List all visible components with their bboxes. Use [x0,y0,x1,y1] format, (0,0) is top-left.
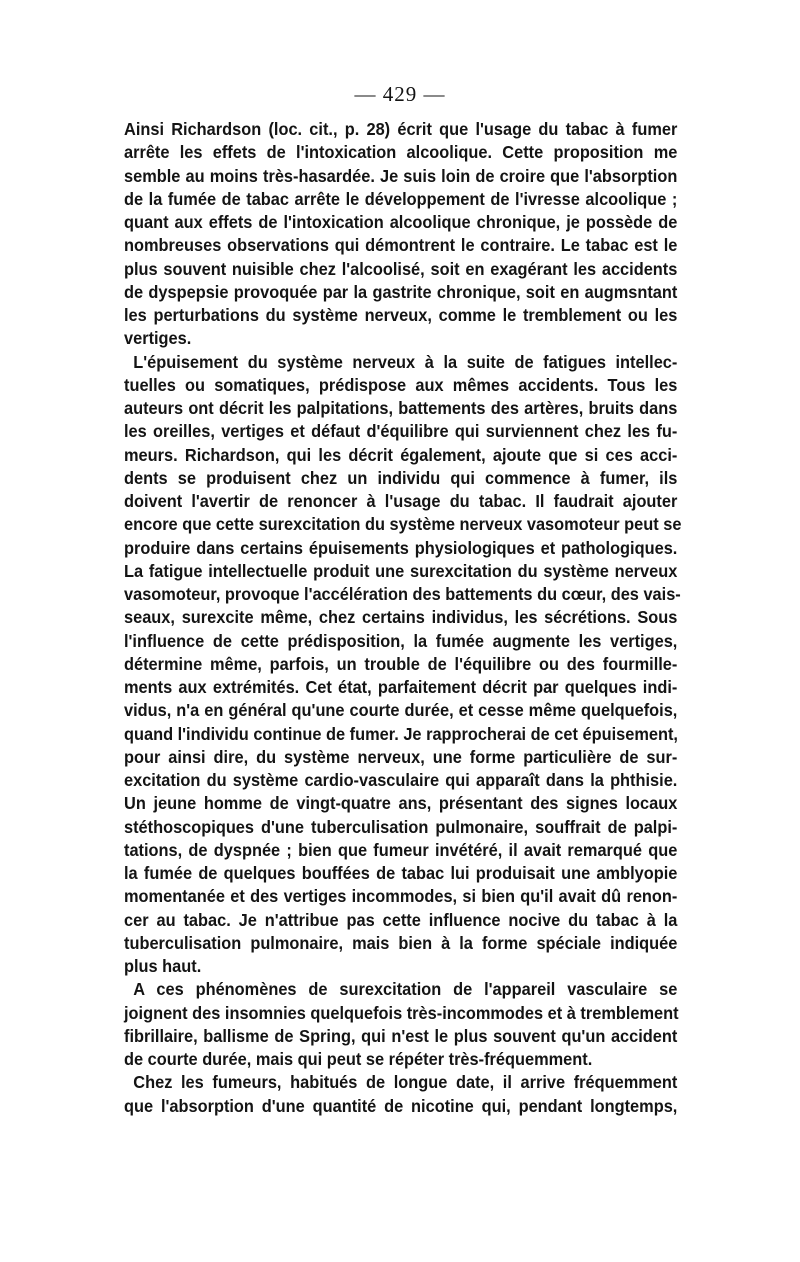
text-line: pour ainsi dire, du système nerveux, une forme particulière de sur- [124,746,678,767]
text-line: détermine même, parfois, un trouble de l'équilibre ou des fourmille- [124,653,678,674]
text-line: cer au tabac. Je n'attribue pas cette influence nocive du tabac à la [124,909,678,930]
text-line: plus haut. [124,956,202,976]
text-line: nombreuses observations qui démontrent le contraire. Le tabac est le [124,235,678,256]
text-line: seaux, surexcite même, chez certains individus, les sécrétions. Sous [124,607,678,628]
text-line: momentanée et des vertiges incommodes, si bien qu'il avait dû renon- [124,886,678,907]
text-line: meurs. Richardson, qui les décrit également, ajoute que si ces acci- [124,444,678,465]
text-line: de courte durée, mais qui peut se répéter très-fréquemment. [124,1049,593,1069]
paragraph-1 [124,118,677,351]
text-line: arrête les effets de l'intoxication alcoolique. Cette proposition me [124,142,678,163]
text-line: Chez les fumeurs, habitués de longue date, il arrive fréquemment [133,1072,678,1093]
text-line: dents se produisent chez un individu qui commence à fumer, ils [124,467,678,488]
text-line: tations, de dyspnée ; bien que fumeur invétéré, il avait remarqué que [124,839,678,860]
paragraph-2 [124,351,682,979]
text-line: que l'absorption d'une quantité de nicotine qui, pendant longtemps, [124,1095,678,1116]
body-text [124,118,682,1118]
text-line: ments aux extrémités. Cet état, parfaitement décrit par quelques indi- [124,677,678,697]
text-line: tuberculisation pulmonaire, mais bien à la forme spéciale indiquée [124,932,678,953]
text-line: de la fumée de tabac arrête le développement de l'ivresse alcoolique ; [124,188,678,209]
text-line: plus souvent nuisible chez l'alcoolisé, soit en exagérant les accidents [124,258,678,279]
text-line: de dyspepsie provoquée par la gastrite chronique, soit en augmsntant [124,281,678,302]
text-line: excitation du système cardio-vasculaire qui apparaît dans la phthisie. [124,770,678,790]
text-line: vasomoteur, provoque l'accélération des battements du cœur, des vais- [124,584,681,604]
paragraph-4 [124,1071,677,1118]
text-line: quand l'individu continue de fumer. Je rapprocherai de cet épuisement, [124,723,678,744]
page-number: — 429 — [354,82,446,106]
text-line: quant aux effets de l'intoxication alcoolique chronique, je possède de [124,212,678,232]
text-line: doivent l'avertir de renoncer à l'usage du tabac. Il faudrait ajouter [124,491,678,511]
text-line: A ces phénomènes de surexcitation de l'appareil vasculaire se [133,979,678,1000]
text-line: tuelles ou somatiques, prédispose aux mêmes accidents. Tous les [124,374,678,395]
paragraph-3 [124,978,677,1071]
text-line: la fumée de quelques bouffées de tabac lui produisait une amblyopie [124,863,678,883]
text-line: encore que cette surexcitation du système nerveux vasomoteur peut se [124,514,682,535]
text-line: les perturbations du système nerveux, comme le tremblement ou les [124,305,678,325]
text-line: stéthoscopiques d'une tuberculisation pulmonaire, souffrait de palpi- [124,816,678,837]
text-line: L'épuisement du système nerveux à la suite de fatigues intellec- [133,351,678,372]
text-line: La fatigue intellectuelle produit une surexcitation du système nerveux [124,560,678,581]
text-line: Un jeune homme de vingt-quatre ans, présentant des signes locaux [124,793,678,814]
text-line: produire dans certains épuisements physiologiques et pathologiques. [124,537,678,558]
text-line: Ainsi Richardson (loc. cit., p. 28) écrit que l'usage du tabac à fumer [124,119,678,139]
text-line: les oreilles, vertiges et défaut d'équilibre qui surviennent chez les fu- [124,421,678,442]
text-line: semble au moins très-hasardée. Je suis loin de croire que l'absorption [124,165,678,186]
text-line: vidus, n'a en général qu'une courte durée, et cesse même quelquefois, [124,700,678,721]
text-line: auteurs ont décrit les palpitations, battements des artères, bruits dans [124,398,678,418]
text-line: joignent des insomnies quelquefois très-incommodes et à tremblement [124,1002,679,1023]
text-line: vertiges. [124,328,192,349]
text-line: fibrillaire, ballisme de Spring, qui n'est le plus souvent qu'un accident [124,1025,678,1046]
text-line: l'influence de cette prédisposition, la fumée augmente les vertiges, [124,630,678,651]
